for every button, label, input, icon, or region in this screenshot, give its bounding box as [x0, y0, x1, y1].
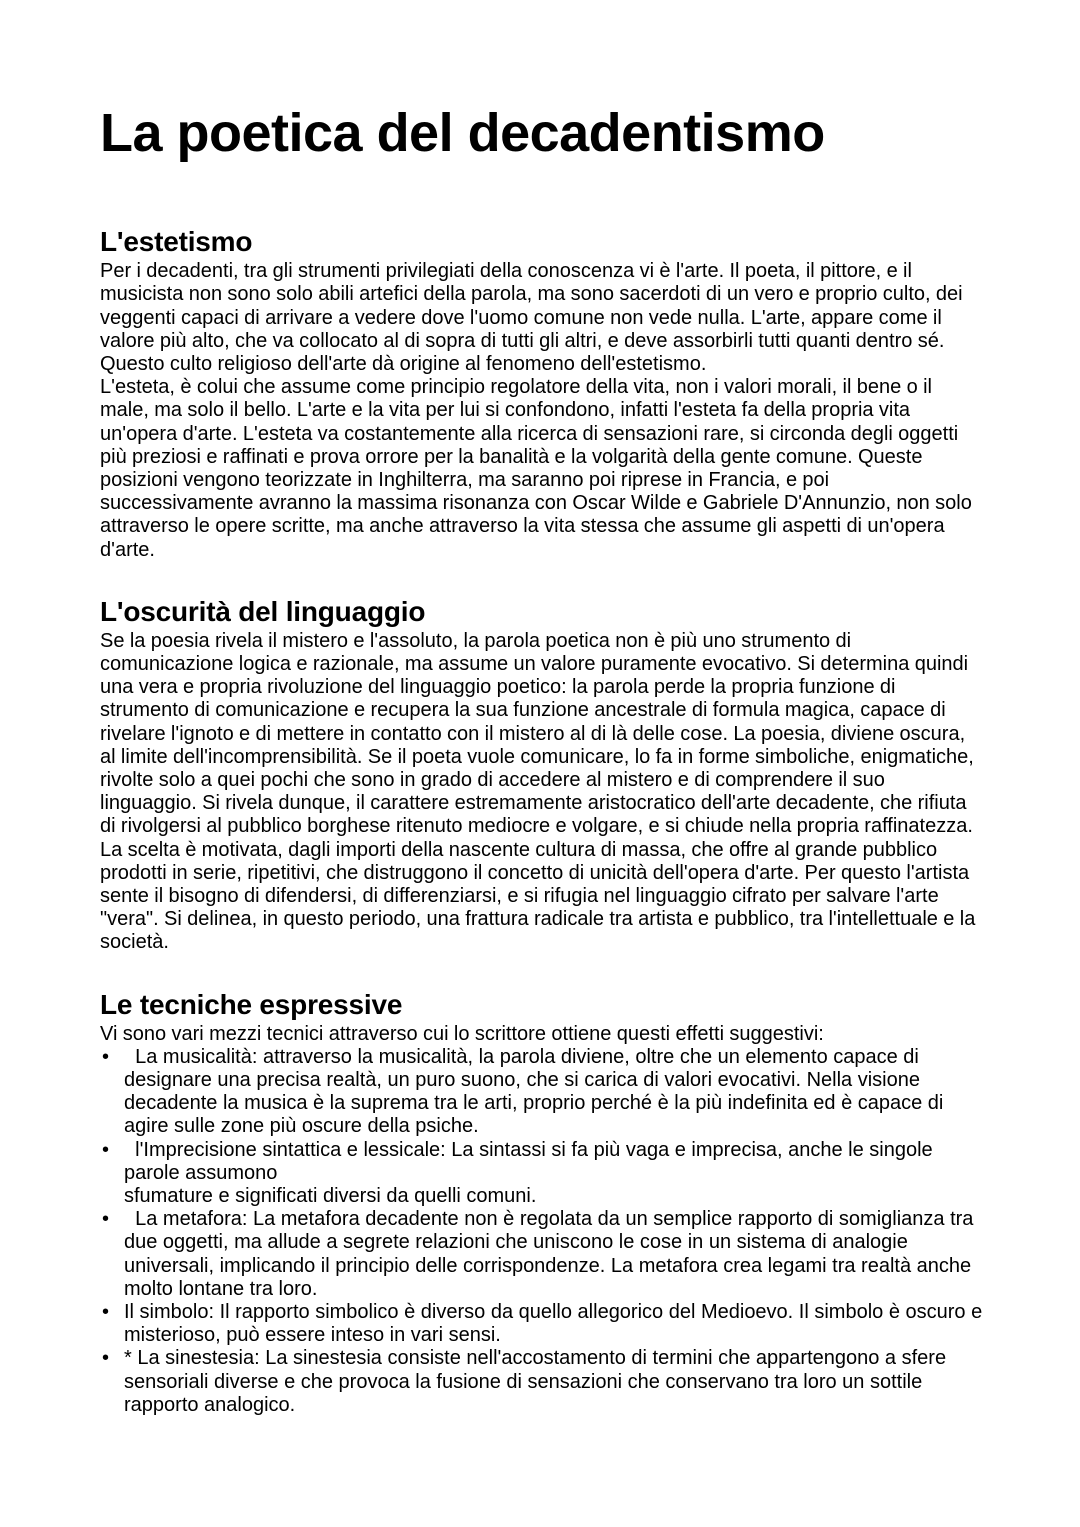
page-title: La poetica del decadentismo [100, 103, 825, 163]
paragraph: L'esteta, è colui che assume come principio regolatore della vita, non i valori morali, il bene o il male, ma solo il bello. L'arte e la vita per lui si confondono, infatti l'esteta fa della propria vita un'opera d'arte. L'esteta va costantemente alla ricerca di sensazioni rare, si circonda degli oggetti più preziosi e raffinati e prova orrore per la banalità e la volgarità della gente comune. Queste posizioni vengono teorizzate in Inghilterra, ma saranno poi riprese in Francia, e poi successivamente avranno la massima risonanza con Oscar Wilde e Gabriele D'Annunzio, non solo attraverso le opere scritte, ma anche attraverso la vita stessa che assume gli aspetti di un'opera d'arte. [100, 376, 972, 561]
section-heading-tecniche-espressive: Le tecniche espressive [100, 988, 403, 1020]
list-item [100, 1208, 984, 1301]
section-oscurita-linguaggio [100, 596, 984, 955]
section-estetismo [100, 226, 984, 562]
section-heading-estetismo: L'estetismo [100, 226, 253, 258]
list-item [100, 1301, 984, 1347]
section-gap [100, 562, 984, 596]
list-item [100, 1046, 984, 1139]
list-item-text: La metafora: La metafora decadente non è regolata da un semplice rapporto di somiglianza tra due oggetti, ma allude a segrete relazioni che uniscono le cose in un sistema di analogie universali, implicando il principio delle corrispondenze. La metafora crea legami tra realtà anche molto lontane tra loro. [124, 1208, 974, 1300]
title-section-gap [100, 162, 984, 226]
list-item-text: La musicalità: attraverso la musicalità, la parola diviene, oltre che un elemento capace di designare una precisa realtà, un puro suono, che si carica di valori evocativi. Nella visione decadente la musica è la suprema tra le arti, proprio perché è la più indefinita ed è capace di agire sulle zone più oscure della psiche. [124, 1045, 944, 1138]
bullet-icon: • [102, 1347, 110, 1370]
list-item-text: Il simbolo: Il rapporto simbolico è diverso da quello allegorico del Medioevo. Il simbolo è oscuro e misterioso, può essere inteso in vari sensi. [124, 1300, 983, 1347]
list-item-extra-line: sfumature e significati diversi da quelli comuni. [124, 1184, 537, 1207]
paragraph: Per i decadenti, tra gli strumenti privilegiati della conoscenza vi è l'arte. Il poeta, il pittore, e il musicista non sono solo abili artefici della parola, ma sono sacerdoti di un vero e proprio culto, dei veggenti capaci di arrivare a vedere dove l'uomo comune non vede nulla. L'arte, appare come il valore più alto, che va collocato al di sopra di tutti gli altri, e deve assorbirli tutti quanti dentro sé. Questo culto religioso dell'arte dà origine al fenomeno dell'estetismo. [100, 260, 963, 376]
bullet-icon: • [102, 1138, 110, 1161]
list-item-text: l'Imprecisione sintattica e lessicale: La sintassi si fa più vaga e imprecisa, anche le singole parole assumono [124, 1138, 933, 1184]
section-gap [100, 955, 984, 989]
list-item [100, 1139, 984, 1209]
techniques-bullet-list [100, 1046, 984, 1417]
bullet-icon: • [102, 1208, 110, 1231]
list-item [100, 1347, 984, 1417]
paragraph: Se la poesia rivela il mistero e l'assoluto, la parola poetica non è più uno strumento di comunicazione logica e razionale, ma assume un valore puramente evocativo. Si determina quindi una vera e propria rivoluzione del linguaggio poetico: la parola perde la propria funzione di strumento di comunicazione e recupera la sua funzione ancestrale di formula magica, capace di rivelare l'ignoto e di mettere in contatto con il mistero al di là delle cose. La poesia, diviene oscura, al limite dell'incomprensibilità. Se il poeta vuole comunicare, lo fa in forme simboliche, enigmatiche, rivolte solo a quei pochi che sono in grado di accedere al mistero e di comprendere il suo linguaggio. Si rivela dunque, il carattere estremamente aristocratico dell'arte decadente, che rifiuta di rivolgersi al pubblico borghese ritenuto mediocre e volgare, e si chiude nella propria raffinatezza. La scelta è motivata, dagli importi della nascente cultura di massa, che offre al grande pubblico prodotti in serie, ripetitivi, che distruggono il concetto di unicità dell'opera d'arte. Per questo l'artista sente il bisogno di difendersi, di differenziarsi, e si rifugia nel linguaggio cifrato per salvare l'arte "vera". Si delinea, in questo periodo, una frattura radicale tra artista e pubblico, tra l'intellettuale e la società. [100, 629, 976, 954]
section-heading-oscurita-linguaggio: L'oscurità del linguaggio [100, 595, 426, 627]
section-intro-text: Vi sono vari mezzi tecnici attraverso cui lo scrittore ottiene questi effetti suggestivi: [100, 1022, 824, 1045]
section-tecniche-espressive [100, 989, 984, 1417]
bullet-icon: • [102, 1045, 110, 1068]
list-item-text: * La sinestesia: La sinestesia consiste nell'accostamento di termini che appartengono a sfere sensoriali diverse e che provoca la fusione di sensazioni che conservano tra loro un sottile rapporto analogico. [124, 1347, 947, 1416]
document-content [100, 0, 984, 1417]
bullet-icon: • [102, 1300, 110, 1323]
